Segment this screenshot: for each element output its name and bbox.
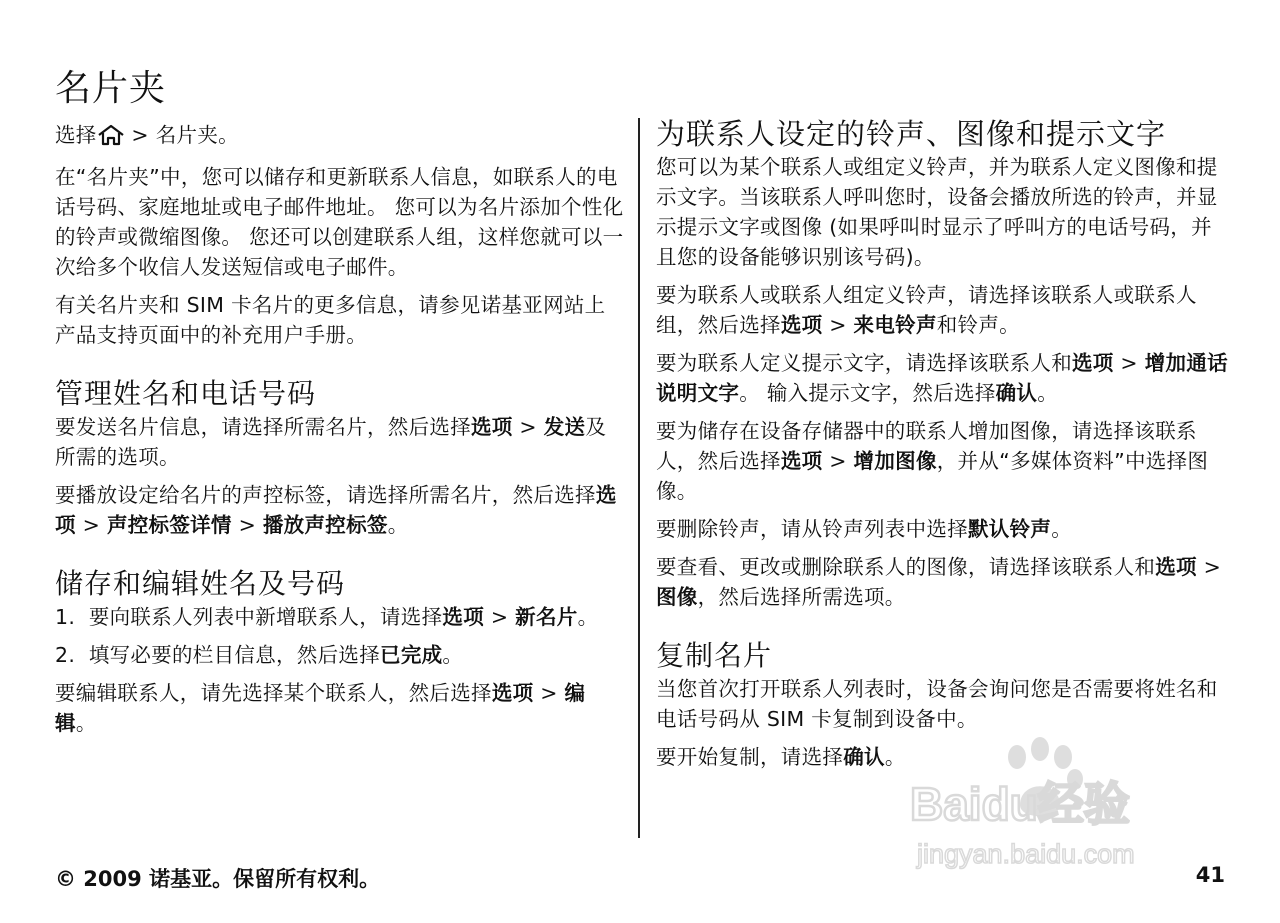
copyright-footer: © 2009 诺基亚。保留所有权利。 xyxy=(55,867,381,891)
path-separator: > xyxy=(124,123,156,147)
add-image-paragraph: 要为储存在设备存储器中的联系人增加图像，请选择该联系人，然后选择选项 > 增加图像，并从“多媒体资料”中选择图像。 xyxy=(656,419,1209,503)
ringtone-intro-paragraph: 您可以为某个联系人或组定义铃声，并为联系人定义图像和提示文字。当该联系人呼叫您时，设备会播放所选的铃声，并显示提示文字或图像 (如果呼叫时显示了呼叫方的电话号码，并且您的设备能够识别该号码)。 xyxy=(656,155,1218,269)
intro-paragraph: 在“名片夹”中，您可以储存和更新联系人信息，如联系人的电话号码、家庭地址或电子邮件地址。 您可以为名片添加个性化的铃声或微缩图像。 您还可以创建联系人组，这样您就可以一次给多个收信人发送短信或电子邮件。 xyxy=(55,165,624,279)
heading-store-edit: 储存和编辑姓名及号码 xyxy=(55,567,346,600)
intro-path xyxy=(55,120,625,154)
voice-tag-paragraph: 要播放设定给名片的声控标签，请选择所需名片，然后选择选项 > 声控标签详情 > 播放声控标签。 xyxy=(55,483,617,537)
left-column xyxy=(55,120,625,738)
alert-text-paragraph: 要为联系人定义提示文字，请选择该联系人和选项 > 增加通话说明文字。 输入提示文字，然后选择确认。 xyxy=(656,351,1228,405)
view-image-paragraph: 要查看、更改或删除联系人的图像，请选择该联系人和选项 > 图像，然后选择所需选项。 xyxy=(656,555,1222,609)
page-title: 名片夹 xyxy=(55,68,167,109)
list-item: 2. 填写必要的栏目信息，然后选择已完成。 xyxy=(55,643,464,667)
steps-list xyxy=(55,602,625,670)
heading-ringtone: 为联系人设定的铃声、图像和提示文字 xyxy=(656,117,1167,151)
ringtone-define-paragraph: 要为联系人或联系人组定义铃声，请选择该联系人或联系人组，然后选择选项 > 来电铃声和铃声。 xyxy=(656,283,1197,337)
copy-intro-paragraph: 当您首次打开联系人列表时，设备会询问您是否需要将姓名和电话号码从 SIM 卡复制到设备中。 xyxy=(656,677,1218,731)
page-number: 41 xyxy=(1195,863,1225,887)
watermark-url: jingyan.baidu.com xyxy=(917,839,1135,869)
baidu-watermark xyxy=(905,735,1205,870)
right-column xyxy=(656,116,1228,772)
list-item: 1. 要向联系人列表中新增联系人，请选择选项 > 新名片。 xyxy=(55,605,599,629)
copy-start-paragraph: 要开始复制，请选择确认。 xyxy=(656,745,906,769)
send-card-paragraph: 要发送名片信息，请选择所需名片，然后选择选项 > 发送及所需的选项。 xyxy=(55,415,607,469)
heading-manage-names: 管理姓名和电话号码 xyxy=(55,377,317,410)
intro-prefix: 选择 xyxy=(55,123,97,147)
sim-info-paragraph: 有关名片夹和 SIM 卡名片的更多信息，请参见诺基亚网站上产品支持页面中的补充用户手册。 xyxy=(55,293,606,347)
home-icon xyxy=(97,124,125,154)
heading-copy-cards: 复制名片 xyxy=(656,639,773,672)
watermark-brand: Baidu经验 xyxy=(910,778,1130,830)
intro-target: 名片夹。 xyxy=(155,123,239,147)
delete-ringtone-paragraph: 要删除铃声，请从铃声列表中选择默认铃声。 xyxy=(656,517,1073,541)
edit-contact-paragraph: 要编辑联系人，请先选择某个联系人，然后选择选项 > 编辑。 xyxy=(55,681,586,735)
column-divider xyxy=(638,118,640,838)
